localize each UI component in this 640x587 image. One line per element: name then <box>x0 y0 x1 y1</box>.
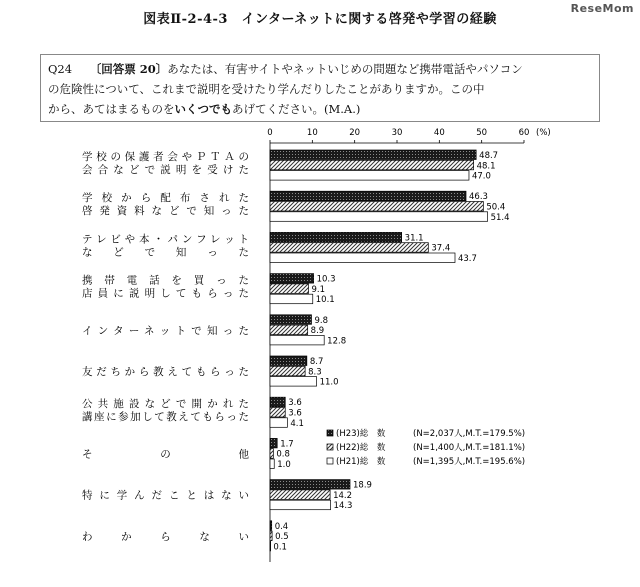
data-label: 14.3 <box>333 501 353 512</box>
data-label: 10.1 <box>315 295 335 306</box>
data-label: 31.1 <box>404 233 424 244</box>
question-id: Q24 <box>48 62 73 76</box>
bar <box>270 284 309 294</box>
bar <box>270 243 428 253</box>
bar <box>270 541 271 551</box>
bar <box>270 521 272 531</box>
data-label: 11.0 <box>319 377 339 388</box>
data-label: 43.7 <box>457 254 477 264</box>
data-label: 8.7 <box>309 357 324 367</box>
bar <box>270 366 305 376</box>
bar <box>270 160 474 170</box>
data-label: 9.1 <box>311 284 326 295</box>
data-label: 4.1 <box>290 418 304 429</box>
data-label: 1.7 <box>280 439 294 450</box>
data-label: 1.0 <box>277 460 291 470</box>
x-tick-label: 10 <box>306 128 318 138</box>
bar <box>270 356 307 366</box>
bar <box>270 438 277 448</box>
question-line-1-text: あなたは、有害サイトやネットいじめの問題など携帯電話やパソコン <box>167 62 523 76</box>
bar <box>270 418 287 428</box>
data-label: 0.4 <box>274 521 289 532</box>
legend-series-name: (H21)総 数 <box>336 457 386 467</box>
legend-series-name: (H22)総 数 <box>336 443 386 453</box>
category-label: テレビや本・パンフレット <box>82 233 249 246</box>
site-logo: ReseMom <box>570 2 634 15</box>
legend-series-note: (N=2,037人,M.T.=179.5%) <box>413 429 526 439</box>
legend-swatch <box>327 458 333 464</box>
data-label: 9.8 <box>314 315 329 326</box>
bar <box>270 459 274 469</box>
category-label: 会合などで説明を受けた <box>82 164 249 176</box>
bar <box>270 490 330 500</box>
data-label: 0.8 <box>276 449 290 460</box>
data-label: 3.6 <box>288 398 302 409</box>
category-label: インターネットで知った <box>82 324 249 337</box>
bar <box>270 335 324 345</box>
bar <box>270 191 466 201</box>
legend-series-note: (N=1,400人,M.T.=181.1%) <box>413 443 526 453</box>
bar <box>270 232 402 242</box>
data-label: 46.3 <box>469 192 488 203</box>
bar <box>270 212 488 222</box>
category-label: 携帯電話を買った <box>82 274 249 287</box>
data-label: 10.3 <box>316 274 336 285</box>
bar <box>270 449 273 459</box>
data-label: 0.5 <box>275 532 289 543</box>
bar <box>270 315 311 325</box>
bar <box>270 294 313 304</box>
x-tick-label: 60 <box>518 128 530 138</box>
data-label: 37.4 <box>431 243 451 254</box>
data-label: 8.9 <box>310 326 325 337</box>
question-line-3-post: あげてください。(M.A.) <box>232 102 361 116</box>
bar <box>270 150 476 160</box>
data-label: 51.4 <box>490 212 510 223</box>
data-label: 18.9 <box>353 480 372 491</box>
bar <box>270 325 308 335</box>
legend-swatch <box>327 444 333 450</box>
category-label: などで知った <box>82 246 249 259</box>
bar <box>270 397 285 407</box>
data-label: 14.2 <box>333 490 353 501</box>
figure-title: 図表Ⅱ-2-4-3 インターネットに関する啓発や学習の経験 <box>143 12 497 27</box>
x-tick-label: 0 <box>267 128 273 138</box>
x-tick-label: 50 <box>476 128 488 138</box>
question-line-3-pre: から、あてはまるものを <box>48 102 175 116</box>
data-label: 0.1 <box>273 542 287 553</box>
bar <box>270 253 455 263</box>
category-label: 啓発資料などで知った <box>82 205 249 218</box>
legend-swatch <box>327 430 333 436</box>
data-label: 48.1 <box>476 161 496 172</box>
x-axis-unit: (%) <box>536 128 551 138</box>
bar <box>270 531 272 541</box>
data-label: 48.7 <box>479 151 499 161</box>
bar <box>270 480 350 490</box>
question-tag: 〔回答票 20〕 <box>89 62 168 76</box>
data-label: 50.4 <box>486 202 506 213</box>
bar <box>270 500 331 510</box>
data-label: 3.6 <box>288 408 302 419</box>
category-label: 店員に説明してもらった <box>82 287 249 300</box>
bar <box>270 171 469 181</box>
x-tick-label: 20 <box>349 128 361 138</box>
category-label: わからない <box>82 530 249 543</box>
question-line-2: の危険性について、これまで説明を受けたり学んだりしたことがありますか。この中 <box>48 82 485 96</box>
category-label: 特に学んだことはない <box>82 489 249 502</box>
category-label: その他 <box>82 448 249 461</box>
category-label: 学校から配布された <box>82 192 249 205</box>
bar <box>270 274 314 284</box>
x-tick-label: 40 <box>433 128 445 138</box>
category-label: 講座に参加して教えてもらった <box>82 411 249 424</box>
category-label: 学校の保護者会やＰＴＡの <box>82 151 249 163</box>
bar <box>270 377 317 387</box>
legend-series-name: (H23)総 数 <box>336 429 386 439</box>
legend-series-note: (N=1,395人,M.T.=195.6%) <box>413 457 526 467</box>
question-line-3-bold: いくつでも <box>174 102 232 116</box>
data-label: 47.0 <box>471 171 491 182</box>
bar <box>270 408 285 418</box>
data-label: 8.3 <box>308 367 322 378</box>
category-label: 公共施設などで開かれた <box>82 398 249 411</box>
bar <box>270 202 483 212</box>
data-label: 12.8 <box>327 336 347 347</box>
x-tick-label: 30 <box>391 128 403 138</box>
category-label: 友だちから教えてもらった <box>82 366 249 378</box>
